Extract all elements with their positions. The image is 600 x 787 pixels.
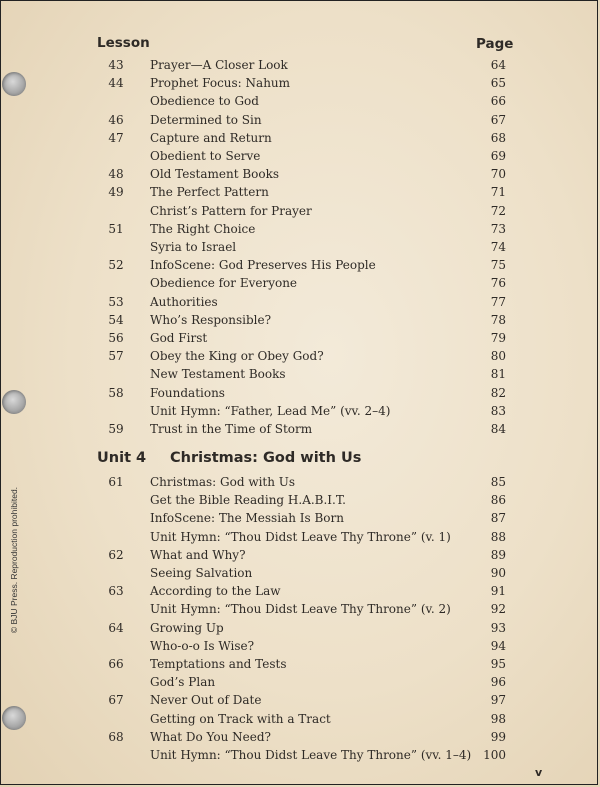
page-ref: 82 (490, 385, 506, 400)
page-column-header: Page (476, 36, 514, 52)
lesson-number: 47 (108, 130, 124, 145)
page-ref: 93 (490, 620, 506, 635)
lesson-title: Foundations (150, 385, 225, 400)
lesson-title: Trust in the Time of Storm (150, 422, 313, 436)
toc-row (0, 165, 600, 183)
lesson-number: 57 (108, 349, 124, 364)
page-number: v (535, 766, 543, 779)
lesson-number: 62 (108, 547, 124, 562)
lesson-title: God’s Plan (150, 675, 216, 690)
toc-row (0, 673, 600, 691)
lesson-title: What and Why? (150, 547, 246, 562)
toc-row (0, 637, 600, 655)
lesson-title: Unit Hymn: “Father, Lead Me” (vv. 2–4) (150, 403, 391, 418)
lesson-title: Capture and Return (150, 130, 272, 145)
toc-row (0, 365, 600, 383)
page-ref: 79 (490, 331, 506, 345)
page-ref: 71 (490, 185, 506, 200)
lesson-title: Christmas: God with Us (150, 475, 296, 489)
toc-row (0, 293, 600, 311)
lesson-title: Obedient to Serve (150, 149, 261, 163)
page-ref: 74 (490, 240, 506, 254)
lesson-title: Unit Hymn: “Thou Didst Leave Thy Throne” (v. 1) (150, 529, 451, 544)
lesson-title: Who-o-o Is Wise? (150, 638, 255, 653)
page-ref: 87 (490, 511, 506, 526)
lesson-title: Determined to Sin (150, 112, 262, 127)
toc-row (0, 202, 600, 220)
page-ref: 68 (490, 130, 506, 145)
page-ref: 64 (490, 58, 506, 72)
lesson-title: Unit Hymn: “Thou Didst Leave Thy Throne” (vv. 1–4) (150, 748, 472, 762)
toc-row (0, 619, 600, 637)
lesson-title: According to the Law (150, 584, 281, 599)
toc-row (0, 274, 600, 292)
lesson-title: Prophet Focus: Nahum (150, 76, 291, 91)
lesson-number: 66 (108, 657, 124, 671)
lesson-number: 68 (108, 729, 124, 744)
lesson-title: Never Out of Date (150, 693, 262, 708)
lesson-number: 63 (108, 584, 124, 599)
page-ref: 70 (490, 167, 506, 182)
page-ref: 65 (490, 76, 506, 91)
page-ref: 72 (490, 203, 506, 218)
toc-row (0, 546, 600, 564)
toc-row (0, 238, 600, 256)
toc-row (0, 183, 600, 201)
page-ref: 80 (490, 349, 506, 364)
lesson-title: InfoScene: God Preserves His People (150, 258, 376, 273)
page-ref: 88 (490, 529, 506, 544)
page-ref: 91 (490, 584, 506, 599)
lesson-title: What Do You Need? (150, 729, 271, 744)
lesson-title: Unit Hymn: “Thou Didst Leave Thy Throne” (v. 2) (150, 602, 451, 617)
page-ref: 97 (490, 693, 506, 708)
page-ref: 98 (490, 711, 506, 726)
page-ref: 83 (490, 403, 506, 418)
page-ref: 69 (490, 149, 506, 163)
lesson-title: Christ’s Pattern for Prayer (150, 203, 312, 218)
toc-row (0, 600, 600, 618)
toc-row (0, 329, 600, 347)
toc-row (0, 56, 600, 74)
toc-row (0, 710, 600, 728)
lesson-title: God First (150, 331, 208, 345)
toc-row (0, 473, 600, 491)
toc-row (0, 491, 600, 509)
lesson-number: 58 (108, 385, 124, 400)
lesson-number: 54 (108, 312, 124, 327)
toc-row (0, 311, 600, 329)
page-ref: 66 (490, 94, 506, 109)
toc-row (0, 347, 600, 365)
lesson-title: Authorities (150, 294, 218, 309)
toc-row (0, 509, 600, 527)
page-ref: 89 (490, 547, 506, 562)
page-ref: 73 (490, 221, 506, 236)
lesson-title: Obedience to God (150, 94, 259, 109)
copyright-text: © BJU Press. Reproduction prohibited. (9, 486, 19, 634)
lesson-number: 48 (108, 167, 124, 182)
lesson-number: 64 (108, 620, 124, 635)
page-ref: 99 (490, 729, 506, 744)
lesson-number: 49 (108, 185, 124, 200)
lesson-title: Prayer—A Closer Look (150, 58, 288, 72)
unit-title: Christmas: God with Us (170, 450, 362, 466)
toc-row (0, 402, 600, 420)
lesson-title: Obedience for Everyone (150, 276, 298, 291)
lesson-title: Growing Up (150, 620, 224, 635)
toc-row (0, 111, 600, 129)
lesson-number: 44 (108, 76, 124, 91)
lesson-number: 51 (108, 221, 124, 236)
toc-row (0, 746, 600, 764)
page-ref: 67 (490, 112, 506, 127)
toc-row (0, 728, 600, 746)
unit-label: Unit 4 (97, 450, 147, 466)
page-ref: 85 (490, 475, 506, 489)
lesson-title: Getting on Track with a Tract (150, 711, 331, 726)
page-ref: 84 (490, 422, 506, 436)
page-ref: 100 (483, 748, 506, 762)
lesson-number: 46 (108, 112, 124, 127)
lesson-title: Syria to Israel (150, 240, 237, 254)
lesson-column-header: Lesson (97, 35, 150, 51)
lesson-title: Obey the King or Obey God? (150, 349, 324, 364)
lesson-title: Old Testament Books (150, 167, 280, 182)
lesson-number: 43 (108, 58, 124, 72)
toc-row (0, 147, 600, 165)
page-ref: 81 (490, 367, 506, 382)
page-ref: 76 (490, 276, 506, 291)
page-ref: 75 (490, 258, 506, 273)
page-ref: 92 (490, 602, 506, 617)
lesson-number: 52 (108, 258, 124, 273)
toc-row (0, 420, 600, 438)
lesson-number: 67 (108, 693, 124, 708)
toc-row (0, 655, 600, 673)
lesson-title: New Testament Books (150, 367, 286, 382)
toc-row (0, 582, 600, 600)
toc-row (0, 384, 600, 402)
lesson-title: Temptations and Tests (150, 657, 287, 671)
lesson-title: The Perfect Pattern (150, 185, 269, 200)
toc-row (0, 256, 600, 274)
toc-row (0, 564, 600, 582)
lesson-number: 61 (108, 475, 124, 489)
lesson-title: InfoScene: The Messiah Is Born (150, 511, 344, 526)
lesson-title: The Right Choice (150, 221, 256, 236)
page-ref: 96 (490, 675, 506, 690)
toc-row (0, 528, 600, 546)
lesson-number: 59 (108, 422, 124, 436)
lesson-title: Who’s Responsible? (150, 312, 272, 327)
toc-row (0, 74, 600, 92)
toc-row (0, 691, 600, 709)
page-ref: 95 (490, 657, 506, 671)
page-ref: 86 (490, 493, 506, 508)
page-ref: 78 (490, 312, 506, 327)
toc-row (0, 220, 600, 238)
lesson-number: 56 (108, 331, 124, 345)
toc-row (0, 92, 600, 110)
page-ref: 77 (490, 294, 506, 309)
lesson-title: Seeing Salvation (150, 566, 253, 580)
page-ref: 94 (490, 638, 506, 653)
lesson-title: Get the Bible Reading H.A.B.I.T. (150, 493, 346, 508)
toc-row (0, 129, 600, 147)
lesson-number: 53 (108, 294, 124, 309)
page-ref: 90 (490, 566, 506, 580)
